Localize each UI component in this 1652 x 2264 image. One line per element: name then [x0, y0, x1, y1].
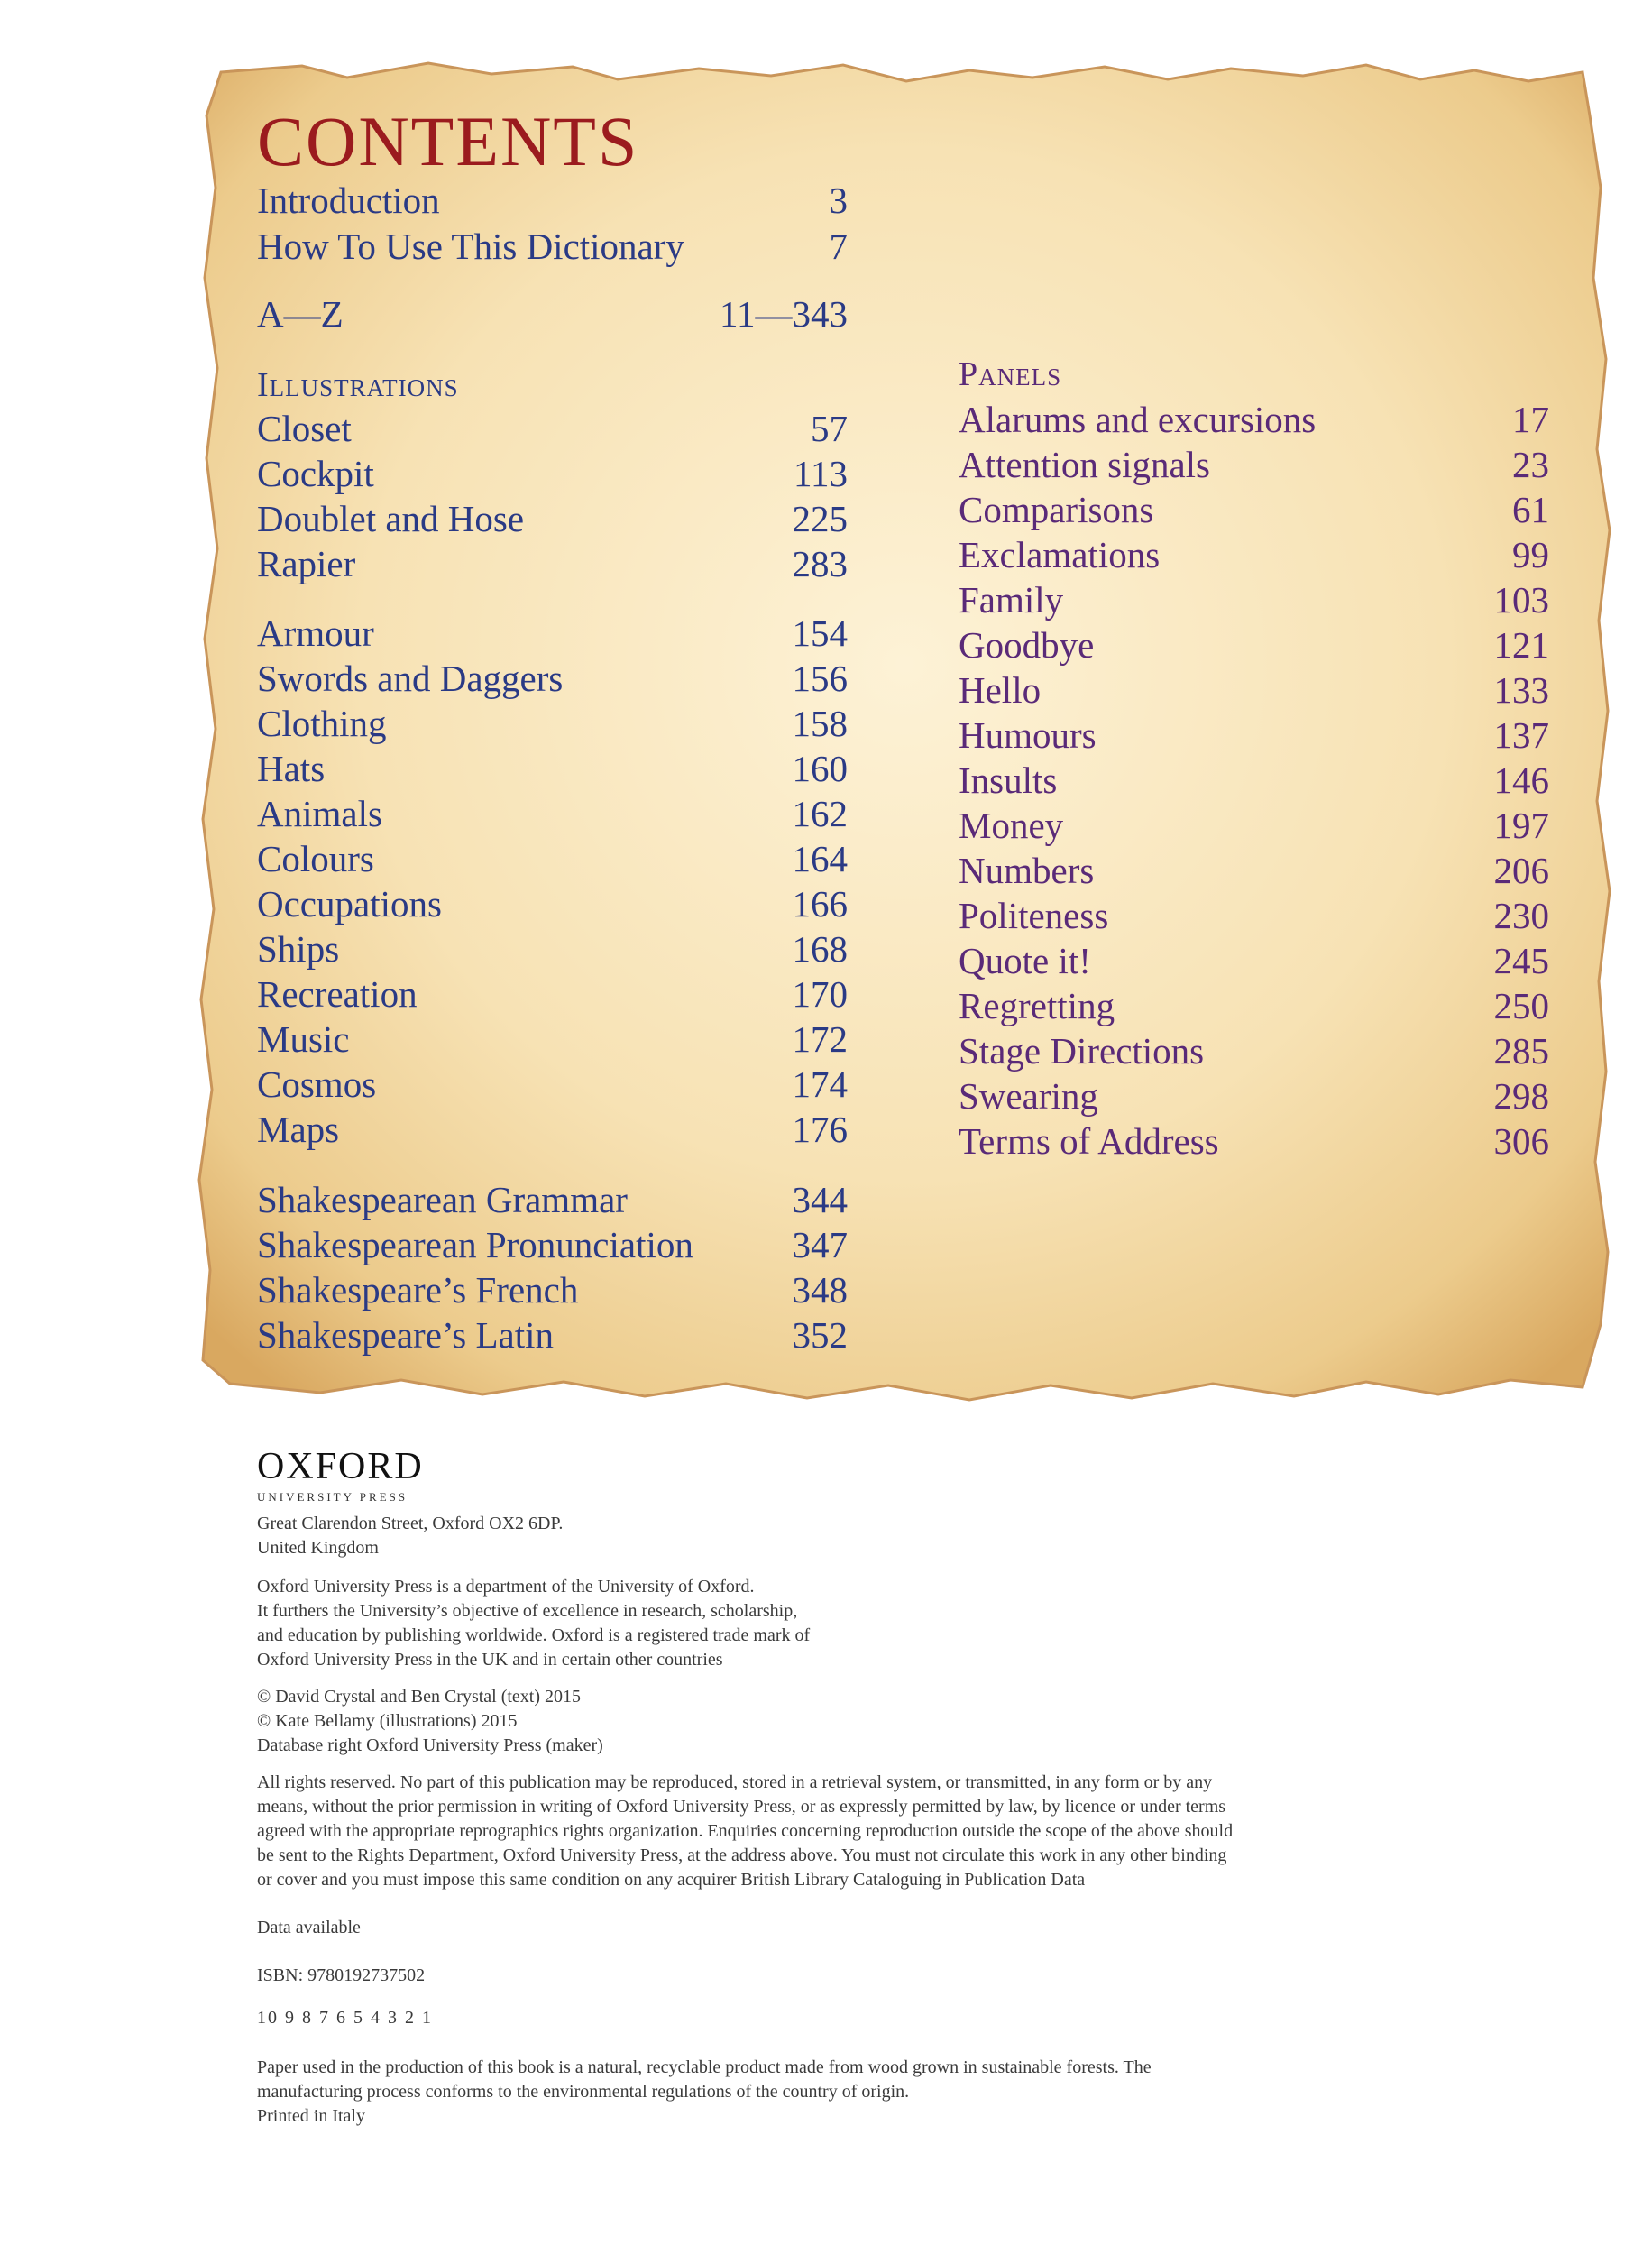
toc-row — [257, 656, 848, 701]
data-available — [257, 1916, 1456, 1940]
toc-title: Terms of Address — [959, 1120, 1219, 1162]
toc-page: 23 — [1512, 444, 1549, 485]
toc-page: 348 — [792, 1269, 848, 1311]
toc-title: Regretting — [959, 985, 1115, 1026]
toc-page: 57 — [811, 408, 848, 449]
toc-title: Closet — [257, 408, 352, 449]
toc-page: 170 — [792, 973, 848, 1015]
toc-page: 245 — [1493, 940, 1549, 981]
toc-row — [959, 622, 1549, 667]
toc-page: 11—343 — [720, 293, 848, 335]
toc-page: 206 — [1493, 850, 1549, 891]
toc-title: Rapier — [257, 543, 356, 584]
address-line: United Kingdom — [257, 1538, 379, 1558]
toc-row — [959, 803, 1549, 848]
rights-line: means, without the prior permission in writing of Oxford University Press, or as expressly permitted by law, by licence or under terms — [257, 1797, 1226, 1817]
toc-page: 154 — [792, 612, 848, 654]
toc-row — [959, 577, 1549, 622]
toc-page: 113 — [794, 453, 848, 494]
publisher-about — [257, 1575, 1456, 1672]
isbn — [257, 1964, 1456, 1988]
paper-line: Paper used in the production of this book is a natural, recyclable product made from wood grown in sustainable forests. The — [257, 2057, 1152, 2077]
rights-line: or cover and you must impose this same condition on any acquirer British Library Cataloguing in Publication Data — [257, 1870, 1086, 1890]
toc-row — [257, 926, 848, 971]
toc-row — [257, 496, 848, 541]
toc-page: 3 — [829, 179, 848, 221]
toc-page: 306 — [1493, 1120, 1549, 1162]
toc-page: 103 — [1493, 579, 1549, 621]
toc-row — [257, 1062, 848, 1107]
toc-title: Stage Directions — [959, 1030, 1205, 1072]
toc-title: Insults — [959, 759, 1058, 801]
toc-row — [959, 1028, 1549, 1073]
toc-row — [959, 667, 1549, 713]
toc-page: 160 — [792, 748, 848, 789]
toc-title: Goodbye — [959, 624, 1095, 666]
toc-row — [959, 397, 1549, 442]
toc-row — [257, 1312, 848, 1357]
toc-page: 146 — [1493, 759, 1549, 801]
toc-page: 172 — [792, 1018, 848, 1060]
toc-title: Cosmos — [257, 1063, 377, 1105]
isbn-text: ISBN: 9780192737502 — [257, 1965, 426, 1985]
toc-title: Colours — [257, 838, 374, 879]
toc-row — [959, 938, 1549, 983]
toc-row — [257, 701, 848, 746]
toc-title: Ships — [257, 928, 340, 970]
printing-line — [257, 2006, 1456, 2030]
toc-page: 61 — [1512, 489, 1549, 530]
toc-title: Shakespearean Pronunciation — [257, 1224, 693, 1265]
toc-row — [257, 451, 848, 496]
toc-page: 285 — [1493, 1030, 1549, 1072]
toc-row — [257, 881, 848, 926]
toc-page: 352 — [792, 1314, 848, 1356]
toc-row — [257, 1267, 848, 1312]
toc-title: Attention signals — [959, 444, 1211, 485]
toc-page: 168 — [792, 928, 848, 970]
toc-row — [959, 713, 1549, 758]
toc-page: 344 — [792, 1179, 848, 1220]
toc-title: Swearing — [959, 1075, 1098, 1117]
toc-page: 156 — [792, 658, 848, 699]
printing-line-text: 10 9 8 7 6 5 4 3 2 1 — [257, 2008, 433, 2028]
copyright-line: © David Crystal and Ben Crystal (text) 2015 — [257, 1687, 582, 1707]
toc-title: Swords and Daggers — [257, 658, 564, 699]
toc-page: 174 — [792, 1063, 848, 1105]
toc-row — [959, 1073, 1549, 1118]
illustrations-heading: Illustrations — [257, 366, 459, 404]
rights-line: agreed with the appropriate reprographics rights organization. Enquiries concerning reproduction outside the scope of the above should — [257, 1821, 1234, 1841]
toc-title: Money — [959, 805, 1064, 846]
paper-line: Printed in Italy — [257, 2106, 365, 2126]
toc-page: 7 — [829, 225, 848, 267]
copyright-block — [257, 1685, 1456, 1758]
toc-title: Comparisons — [959, 489, 1154, 530]
contents-title: CONTENTS — [257, 102, 639, 180]
toc-page: 298 — [1493, 1075, 1549, 1117]
publisher-logo-subtitle: UNIVERSITY PRESS — [257, 1490, 408, 1504]
toc-row — [959, 532, 1549, 577]
toc-title: Politeness — [959, 895, 1109, 936]
about-line: Oxford University Press is a department of the University of Oxford. — [257, 1577, 755, 1597]
data-available-text: Data available — [257, 1918, 361, 1937]
toc-title: Clothing — [257, 703, 387, 744]
toc-page: 158 — [792, 703, 848, 744]
toc-row — [959, 442, 1549, 487]
toc-page: 250 — [1493, 985, 1549, 1026]
toc-page: 164 — [792, 838, 848, 879]
toc-page: 121 — [1493, 624, 1549, 666]
toc-title: Recreation — [257, 973, 418, 1015]
toc-page: 197 — [1493, 805, 1549, 846]
toc-row — [257, 791, 848, 836]
toc-row — [959, 848, 1549, 893]
publisher-address — [257, 1512, 1456, 1560]
about-line: Oxford University Press in the UK and in certain other countries — [257, 1650, 723, 1670]
toc-row — [257, 1107, 848, 1152]
panels-heading: Panels — [959, 355, 1062, 393]
toc-row — [959, 1118, 1549, 1164]
toc-row — [257, 541, 848, 586]
toc-row — [257, 224, 848, 269]
paper-notice — [257, 2056, 1456, 2129]
toc-title: Occupations — [257, 883, 442, 925]
toc-row — [959, 893, 1549, 938]
toc-row — [257, 1177, 848, 1222]
toc-row — [257, 746, 848, 791]
toc-page: 17 — [1512, 399, 1549, 440]
rights-line: be sent to the Rights Department, Oxford University Press, at the address above. You must not circulate this work in any other binding — [257, 1845, 1227, 1865]
toc-page: 99 — [1512, 534, 1549, 575]
toc-page: 230 — [1493, 895, 1549, 936]
toc-title: Family — [959, 579, 1064, 621]
toc-title: Numbers — [959, 850, 1095, 891]
toc-title: Quote it! — [959, 940, 1091, 981]
toc-title: Cockpit — [257, 453, 374, 494]
toc-row — [257, 406, 848, 451]
toc-title: A—Z — [257, 293, 344, 335]
toc-title: Animals — [257, 793, 382, 834]
toc-row — [257, 291, 848, 336]
toc-page: 283 — [792, 543, 848, 584]
toc-page: 133 — [1493, 669, 1549, 711]
toc-row — [257, 1222, 848, 1267]
imprint-page — [257, 1448, 1456, 2129]
toc-page: 137 — [1493, 714, 1549, 756]
toc-row — [959, 758, 1549, 803]
toc-page: 225 — [792, 498, 848, 539]
toc-page: 347 — [792, 1224, 848, 1265]
publisher-logo: OXFORD — [257, 1446, 424, 1487]
toc-row — [959, 487, 1549, 532]
address-line: Great Clarendon Street, Oxford OX2 6DP. — [257, 1514, 564, 1533]
toc-title: Shakespearean Grammar — [257, 1179, 628, 1220]
toc-title: Doublet and Hose — [257, 498, 525, 539]
toc-title: Humours — [959, 714, 1097, 756]
rights-block — [257, 1771, 1456, 1892]
toc-title: How To Use This Dictionary — [257, 225, 684, 267]
about-line: It furthers the University’s objective of excellence in research, scholarship, — [257, 1601, 798, 1621]
toc-title: Shakespeare’s Latin — [257, 1314, 555, 1356]
toc-row — [257, 971, 848, 1017]
toc-title: Exclamations — [959, 534, 1161, 575]
toc-row — [257, 1017, 848, 1062]
toc-page: 166 — [792, 883, 848, 925]
toc-title: Hats — [257, 748, 326, 789]
toc-row — [257, 836, 848, 881]
toc-row — [257, 178, 848, 223]
toc-page: 176 — [792, 1109, 848, 1150]
copyright-line: © Kate Bellamy (illustrations) 2015 — [257, 1711, 518, 1731]
toc-title: Alarums and excursions — [959, 399, 1317, 440]
toc-title: Introduction — [257, 179, 440, 221]
paper-line: manufacturing process conforms to the environmental regulations of the country of origin. — [257, 2082, 910, 2102]
toc-title: Armour — [257, 612, 374, 654]
toc-title: Shakespeare’s French — [257, 1269, 579, 1311]
about-line: and education by publishing worldwide. Oxford is a registered trade mark of — [257, 1625, 811, 1645]
toc-row — [959, 983, 1549, 1028]
toc-title: Music — [257, 1018, 350, 1060]
toc-title: Hello — [959, 669, 1042, 711]
toc-page: 162 — [792, 793, 848, 834]
rights-line: All rights reserved. No part of this publication may be reproduced, stored in a retrieval system, or transmitted, in any form or by any — [257, 1772, 1213, 1792]
copyright-line: Database right Oxford University Press (maker) — [257, 1735, 603, 1755]
toc-row — [257, 611, 848, 656]
toc-title: Maps — [257, 1109, 340, 1150]
